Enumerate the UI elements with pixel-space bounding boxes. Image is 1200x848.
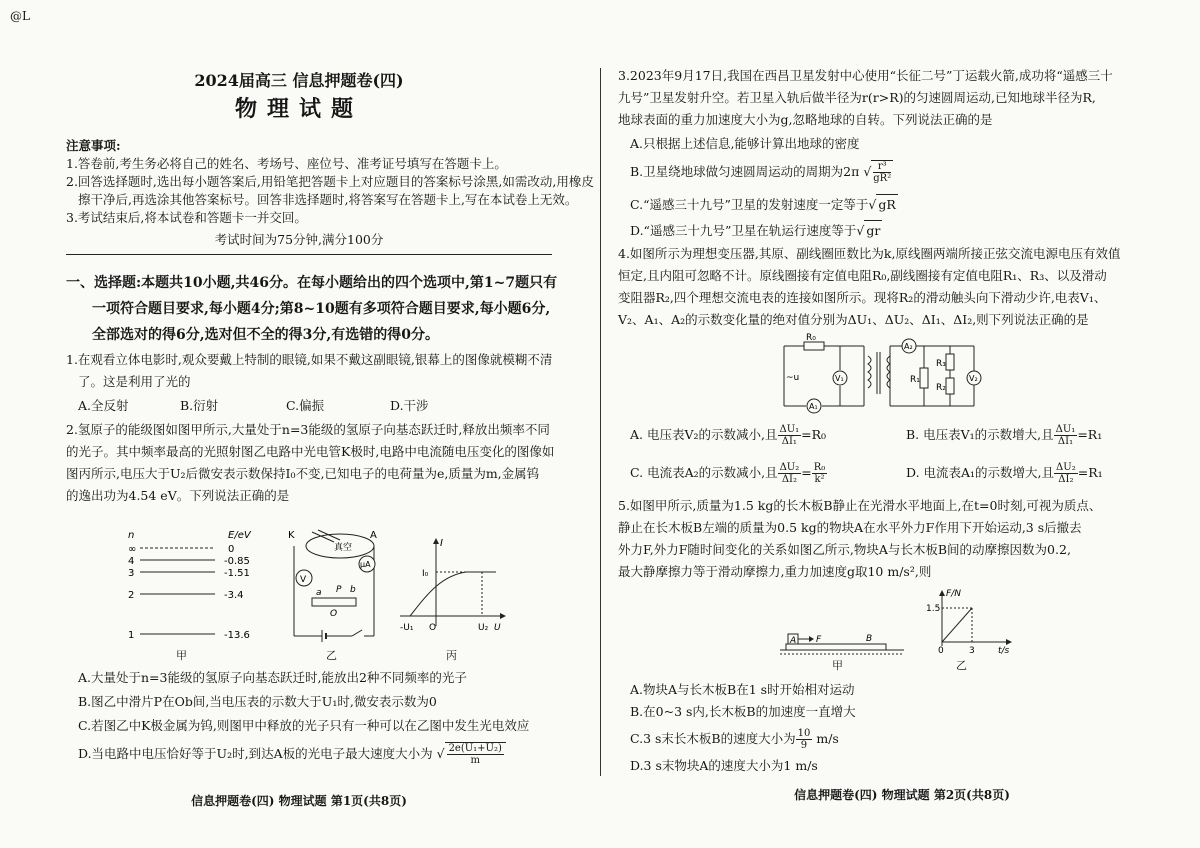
slider-o-label: O: [330, 609, 338, 619]
corner-mark: @L: [10, 9, 30, 23]
notice-item-3: 擦干净后,再选涂其他答案标号。回答非选择题时,将答案写在答题卡上,写在本试卷上无效。: [78, 192, 578, 207]
q3-option-b-formula: √ $\frac{\text{r³}}{\text{gR²}}$: [863, 161, 892, 184]
energy-caption: 甲: [176, 649, 187, 662]
ft-xlabel: t/s: [998, 646, 1010, 656]
q5-option-c-text: C.3 s末长木板B的速度大小为: [630, 731, 796, 746]
ft-xtick-3: 3: [969, 646, 975, 656]
notice-item-1: 1.答卷前,考生务必将自己的姓名、考场号、座位号、准考证号填写在答题卡上。: [66, 156, 507, 171]
q1-option-a: A.全反射: [78, 398, 129, 413]
left-page: [0, 0, 598, 848]
v2-label: V₂: [969, 374, 978, 383]
q2-line-1: 2.氢原子的能级图如图甲所示,大量处于n=3能级的氢原子向基态跃迁时,释放出频率不同: [66, 422, 550, 437]
q4-option-c: [630, 462, 827, 485]
notice-item-4: 3.考试结束后,将本试卷和答题卡一并交回。: [66, 210, 307, 225]
energy-n-label: n: [128, 530, 135, 541]
q4-a-numerator: ΔU₁: [779, 424, 800, 435]
r1-label: R₁: [910, 375, 920, 385]
q3-line-3: 地球表面的重力加速度大小为g,忽略地球的自转。下列说法正确的是: [618, 112, 993, 127]
photoelectric-circuit: [282, 526, 382, 646]
energy-val-3: -1.51: [224, 568, 250, 579]
header-rule: [66, 254, 552, 255]
q4-option-d-text: D. 电流表A₁的示数增大,且: [906, 465, 1055, 480]
q3-option-c-text: C.“遥感三十九号”卫星的发射速度一定等于: [630, 197, 869, 212]
left-footer: 信息押题卷(四) 物理试题 第1页(共8页): [191, 794, 407, 808]
q5-option-d: D.3 s末物块A的速度大小为1 m/s: [630, 758, 818, 773]
cathode-label: K: [288, 530, 295, 541]
q4-c-eq: =: [801, 465, 812, 480]
vacuum-label: 真空: [334, 543, 353, 553]
section-line-3: 全部选对的得6分,选对但不全的得3分,有选错的得0分。: [92, 327, 439, 343]
a1-label: A₁: [809, 402, 818, 411]
transformer-circuit: [774, 332, 1004, 414]
energy-n-1: 1: [128, 630, 135, 641]
anode-label: A: [370, 530, 377, 541]
slider-a-label: a: [316, 588, 322, 598]
q5-line-2: 静止在长木板B左端的质量为0.5 kg的物块A在水平外力F作用下开始运动,3 s后撤去: [618, 520, 1082, 535]
ft-caption: 乙: [956, 659, 967, 672]
right-page: [604, 0, 1200, 848]
q2-line-3: 图丙所示,电压大于U₂后微安表示数保持I₀不变,已知电子的电荷量为e,质量为m,金属钨: [66, 466, 540, 481]
iu-i0: I₀: [422, 569, 429, 579]
energy-val-1: -13.6: [224, 630, 250, 641]
q3-option-b-text: B.卫星绕地球做匀速圆周运动的周期为2π: [630, 164, 860, 179]
ft-graph: [926, 586, 1016, 656]
q4-d-tail: =R₁: [1077, 465, 1103, 480]
energy-n-3: 3: [128, 568, 135, 579]
q4-line-4: V₂、A₁、A₂的示数变化量的绝对值分别为ΔU₁、ΔU₂、ΔI₁、ΔI₂,则下列说法正确的是: [618, 312, 1089, 327]
board-caption: 甲: [832, 659, 843, 672]
q3-line-2: 九号”卫星发射升空。若卫星入轨后做半径为r(r>R)的匀速圆周运动,已知地球半径为R,: [618, 90, 1096, 105]
board-b-label: B: [866, 634, 873, 644]
exam-title: 物理试题: [234, 96, 363, 122]
iu-ylabel: I: [440, 538, 443, 549]
r3-label: R₃: [936, 359, 946, 369]
right-footer: 信息押题卷(四) 物理试题 第2页(共8页): [794, 788, 1010, 802]
q4-option-a-text: A. 电压表V₂的示数减小,且: [630, 427, 778, 442]
slider-b-label: b: [350, 585, 356, 595]
energy-val-2: -3.4: [224, 590, 244, 601]
energy-n-inf: ∞: [128, 544, 137, 555]
q5-option-c: [630, 728, 839, 751]
notice-title: 注意事项:: [66, 138, 121, 153]
source-label: ~u: [786, 373, 800, 383]
q4-line-2: 恒定,且内阻可忽略不计。原线圈接有定值电阻R₀,副线圈接有定值电阻R₁、R₃、以及滑动: [618, 268, 1107, 283]
q4-option-a: [630, 424, 826, 447]
q4-c2-denominator: k²: [814, 474, 825, 485]
iu-u2: U₂: [478, 623, 489, 633]
block-a-label: A: [790, 636, 797, 646]
q1-line-2: 了。这是利用了光的: [78, 374, 191, 389]
q4-b-numerator: ΔU₁: [1055, 424, 1076, 435]
ft-ylabel: F/N: [946, 589, 961, 599]
q2-line-2: 的光子。其中频率最高的光照射图乙电路中光电管K极时,电路中电流随电压变化的图像如: [66, 444, 555, 459]
q2-option-d-text: D.当电路中电压恰好等于U₂时,到达A板的光电子最大速度大小为: [78, 746, 433, 761]
q2-option-d: [78, 742, 506, 766]
r0-label: R₀: [806, 333, 816, 343]
q1-line-1: 1.在观看立体电影时,观众要戴上特制的眼镜,如果不戴这副眼镜,银幕上的图像就模糊不清: [66, 352, 553, 367]
q5-c-denominator: 9: [800, 740, 808, 751]
q5-line-3: 外力F,外力F随时间变化的关系如图乙所示,物块A与长木板B间的动摩擦因数为0.2,: [618, 542, 1071, 557]
iu-neg-u1: -U₁: [400, 623, 414, 633]
q2-option-b: B.图乙中滑片P在Ob间,当电压表的示数大于U₁时,微安表示数为0: [78, 694, 437, 709]
q4-c-denominator: ΔI₂: [781, 474, 797, 485]
q4-option-c-text: C. 电流表A₂的示数减小,且: [630, 465, 778, 480]
v1-label: V₁: [835, 374, 844, 383]
exam-header: 2024届高三 信息押题卷(四): [194, 71, 404, 90]
a2-label: A₂: [904, 342, 913, 351]
exam-time: 考试时间为75分钟,满分100分: [214, 232, 384, 247]
q3-option-d: D.“遥感三十九号”卫星在轨运行速度等于√ gr: [630, 220, 882, 241]
force-f-label: F: [816, 635, 822, 645]
slider-p-label: P: [336, 585, 342, 595]
q4-option-d: [906, 462, 1103, 485]
q3-b-denominator: gR²: [873, 173, 892, 184]
ft-ytick: 1.5: [926, 604, 941, 614]
q2-d-denominator: m: [470, 755, 480, 766]
q1-option-b: B.衍射: [180, 398, 219, 413]
q3-option-c-formula: gR: [876, 194, 897, 215]
iu-xlabel: U: [494, 623, 501, 633]
energy-val-inf: 0: [228, 544, 235, 555]
q4-line-3: 变阻器R₂,四个理想交流电表的连接如图所示。现将R₂的滑动触头向下滑动少许,电表V₁、: [618, 290, 1107, 305]
microammeter-label: μA: [360, 560, 371, 569]
q5-c-numerator: 10: [797, 728, 811, 739]
q4-option-b: [906, 424, 1102, 447]
energy-n-4: 4: [128, 556, 135, 567]
iu-caption: 丙: [446, 649, 457, 662]
energy-unit: E/eV: [228, 530, 251, 541]
q2-option-c: C.若图乙中K极金属为钨,则图甲中释放的光子只有一种可以在乙图中发生光电效应: [78, 718, 530, 733]
q4-option-b-text: B. 电压表V₁的示数增大,且: [906, 427, 1054, 442]
section-line-2: 一项符合题目要求,每小题4分;第8~10题有多项符合题目要求,每小题6分,: [92, 301, 551, 317]
q2-line-4: 的逸出功为4.54 eV。下列说法正确的是: [66, 488, 290, 503]
q5-line-1: 5.如图甲所示,质量为1.5 kg的长木板B静止在光滑水平地面上,在t=0时刻,可视为质点、: [618, 498, 1102, 513]
board-diagram: [780, 630, 910, 660]
voltmeter-label: V: [300, 575, 307, 585]
energy-val-4: -0.85: [224, 556, 250, 567]
q5-c-unit: m/s: [816, 731, 839, 746]
iu-origin: O: [429, 623, 437, 633]
energy-n-2: 2: [128, 590, 135, 601]
r2-label: R₂: [936, 383, 946, 393]
q1-option-d: D.干涉: [390, 398, 429, 413]
q4-c2-numerator: R₀: [813, 462, 826, 473]
iu-graph: [396, 536, 506, 636]
q2-option-d-formula: √ $\frac{\text{2e(U₁+U₂)}}{m}$: [437, 746, 506, 761]
q2-option-a: A.大量处于n=3能级的氢原子向基态跃迁时,能放出2种不同频率的光子: [78, 670, 467, 685]
q4-b-denominator: ΔI₁: [1057, 436, 1074, 447]
q3-option-a: A.只根据上述信息,能够计算出地球的密度: [630, 136, 860, 151]
q3-option-d-text: D.“遥感三十九号”卫星在轨运行速度等于: [630, 223, 857, 238]
q5-option-b: B.在0~3 s内,长木板B的加速度一直增大: [630, 704, 856, 719]
q4-d-numerator: ΔU₂: [1056, 462, 1076, 473]
notice-item-2: 2.回答选择题时,选出每小题答案后,用铅笔把答题卡上对应题目的答案标号涂黑,如需改动,用橡皮: [66, 174, 594, 189]
q5-option-a: A.物块A与长木板B在1 s时开始相对运动: [630, 682, 855, 697]
q4-a-denominator: ΔI₁: [781, 436, 797, 447]
q4-line-1: 4.如图所示为理想变压器,其原、副线圈匝数比为k,原线圈两端所接正弦交流电源电压有效值: [618, 246, 1121, 261]
circuit-caption: 乙: [326, 649, 337, 662]
ft-xtick-0: 0: [938, 646, 944, 656]
q4-a-tail: =R₀: [801, 427, 827, 442]
q1-option-c: C.偏振: [286, 398, 325, 413]
q4-b-tail: =R₁: [1077, 427, 1103, 442]
q3-option-d-formula: gr: [864, 220, 882, 241]
q3-option-b: [630, 160, 893, 184]
section-line-1: 一、选择题:本题共10小题,共46分。在每小题给出的四个选项中,第1~7题只有: [66, 275, 558, 291]
q4-c-numerator: ΔU₂: [779, 462, 800, 473]
q3-b-numerator: r³: [873, 161, 891, 173]
q4-d-denominator: ΔI₂: [1058, 474, 1074, 485]
page-divider: [600, 68, 601, 776]
q2-d-numerator: 2e(U₁+U₂): [448, 743, 502, 754]
q3-option-c: C.“遥感三十九号”卫星的发射速度一定等于√ gR: [630, 194, 898, 215]
q5-line-4: 最大静摩擦力等于滑动摩擦力,重力加速度g取10 m/s²,则: [618, 564, 932, 579]
energy-level-diagram: [120, 526, 260, 656]
q3-line-1: 3.2023年9月17日,我国在西昌卫星发射中心使用“长征二号”丁运载火箭,成功将“遥感三十: [618, 68, 1113, 83]
